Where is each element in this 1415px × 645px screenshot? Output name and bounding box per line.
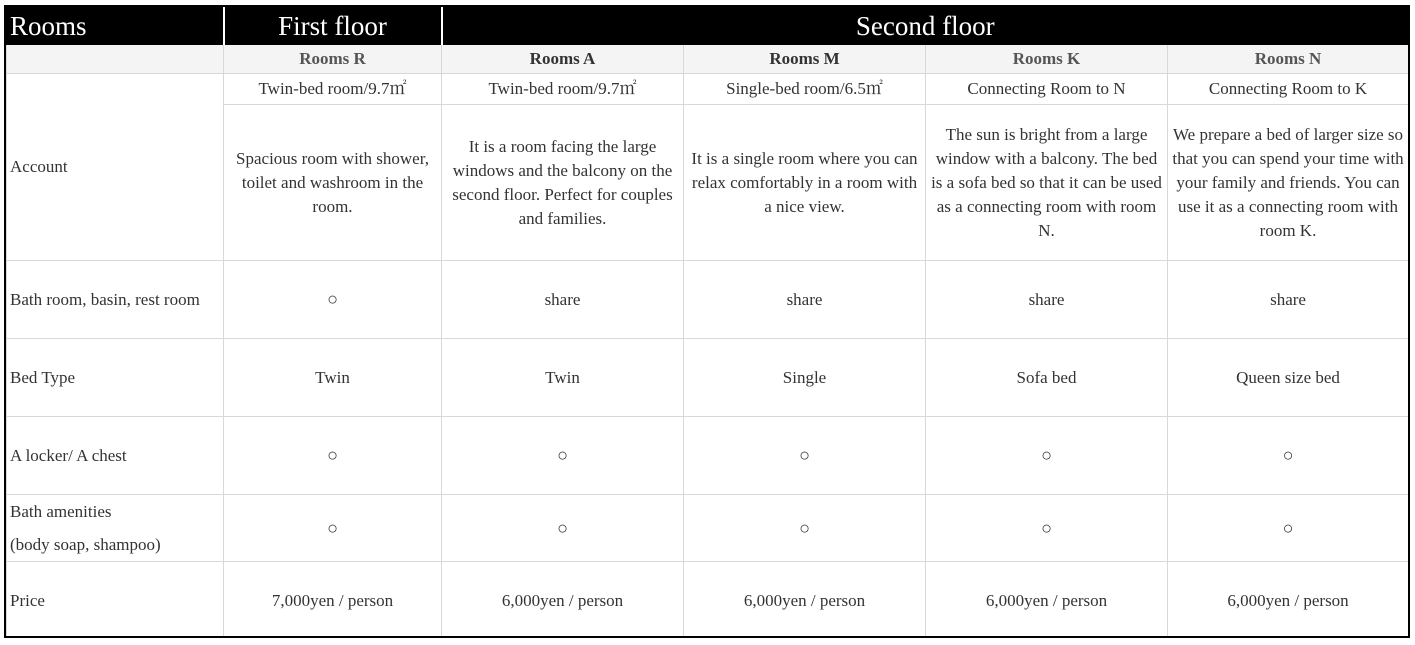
amenities-a — [442, 495, 684, 562]
room-description-r: Spacious room with shower, toilet and washroom in the room. — [224, 105, 442, 261]
room-names-blank-cell — [7, 45, 224, 74]
room-name-n: Rooms N — [1168, 45, 1409, 74]
locker-k — [926, 417, 1168, 495]
bath-a: share — [442, 261, 684, 339]
locker-row — [7, 417, 1409, 495]
bed-type-m: Single — [684, 339, 926, 417]
locker-m — [684, 417, 926, 495]
circle-icon: ○ — [1041, 445, 1052, 465]
room-description-a: It is a room facing the large windows and the balcony on the second floor. Perfect for couples and families. — [442, 105, 684, 261]
circle-icon: ○ — [327, 517, 338, 538]
circle-icon: ○ — [1282, 517, 1294, 538]
circle-icon: ○ — [327, 445, 338, 465]
bath-row — [7, 261, 1409, 339]
circle-icon: ○ — [327, 289, 338, 309]
bed-type-r: Twin — [224, 339, 442, 417]
amenities-m — [684, 495, 926, 562]
room-name-a: Rooms A — [442, 45, 684, 74]
bath-label: Bath room, basin, rest room — [7, 261, 224, 339]
second-floor-header: Second floor — [442, 8, 1409, 45]
room-name-r: Rooms R — [224, 45, 442, 74]
price-r: 7,000yen / person — [224, 562, 442, 639]
room-type-k: Connecting Room to N — [926, 74, 1168, 105]
locker-a — [442, 417, 684, 495]
rooms-comparison-table — [6, 7, 1409, 638]
account-label: Account — [7, 74, 224, 261]
rooms-header: Rooms — [7, 8, 224, 45]
bed-type-k: Sofa bed — [926, 339, 1168, 417]
room-description-n: We prepare a bed of larger size so that you can spend your time with your family and friends. You can use it as a connecting room with room K. — [1168, 105, 1409, 261]
circle-icon: ○ — [1041, 517, 1052, 538]
amenities-label-line1: Bath amenities — [10, 502, 112, 521]
room-description-k: The sun is bright from a large window with a balcony. The bed is a sofa bed so that it can be used as a connecting room with room N. — [926, 105, 1168, 261]
price-a: 6,000yen / person — [442, 562, 684, 639]
locker-n — [1168, 417, 1409, 495]
room-name-k: Rooms K — [926, 45, 1168, 74]
bed-type-a: Twin — [442, 339, 684, 417]
room-names-row — [7, 45, 1409, 74]
bed-type-label: Bed Type — [7, 339, 224, 417]
room-name-m: Rooms M — [684, 45, 926, 74]
amenities-label-line2: (body soap, shampoo) — [10, 535, 161, 554]
price-n: 6,000yen / person — [1168, 562, 1409, 639]
amenities-r — [224, 495, 442, 562]
amenities-n — [1168, 495, 1409, 562]
room-type-row — [7, 74, 1409, 105]
price-m: 6,000yen / person — [684, 562, 926, 639]
circle-icon: ○ — [557, 445, 568, 465]
first-floor-header: First floor — [224, 8, 442, 45]
bed-type-n: Queen size bed — [1168, 339, 1409, 417]
amenities-label — [7, 495, 224, 562]
price-label: Price — [7, 562, 224, 639]
room-type-n: Connecting Room to K — [1168, 74, 1409, 105]
bath-k: share — [926, 261, 1168, 339]
amenities-row — [7, 495, 1409, 562]
circle-icon: ○ — [1282, 445, 1294, 465]
room-type-a: Twin-bed room/9.7㎡ — [442, 74, 684, 105]
price-row — [7, 562, 1409, 639]
room-description-m: It is a single room where you can relax comfortably in a room with a nice view. — [684, 105, 926, 261]
bath-m: share — [684, 261, 926, 339]
rooms-table-frame — [4, 5, 1410, 638]
bath-n: share — [1168, 261, 1409, 339]
amenities-k — [926, 495, 1168, 562]
locker-r — [224, 417, 442, 495]
locker-label: A locker/ A chest — [7, 417, 224, 495]
circle-icon: ○ — [799, 445, 810, 465]
room-type-m: Single-bed room/6.5㎡ — [684, 74, 926, 105]
circle-icon: ○ — [799, 517, 810, 538]
circle-icon: ○ — [557, 517, 568, 538]
floor-header-row — [7, 8, 1409, 45]
price-k: 6,000yen / person — [926, 562, 1168, 639]
bed-type-row — [7, 339, 1409, 417]
bath-r — [224, 261, 442, 339]
room-type-r: Twin-bed room/9.7㎡ — [224, 74, 442, 105]
